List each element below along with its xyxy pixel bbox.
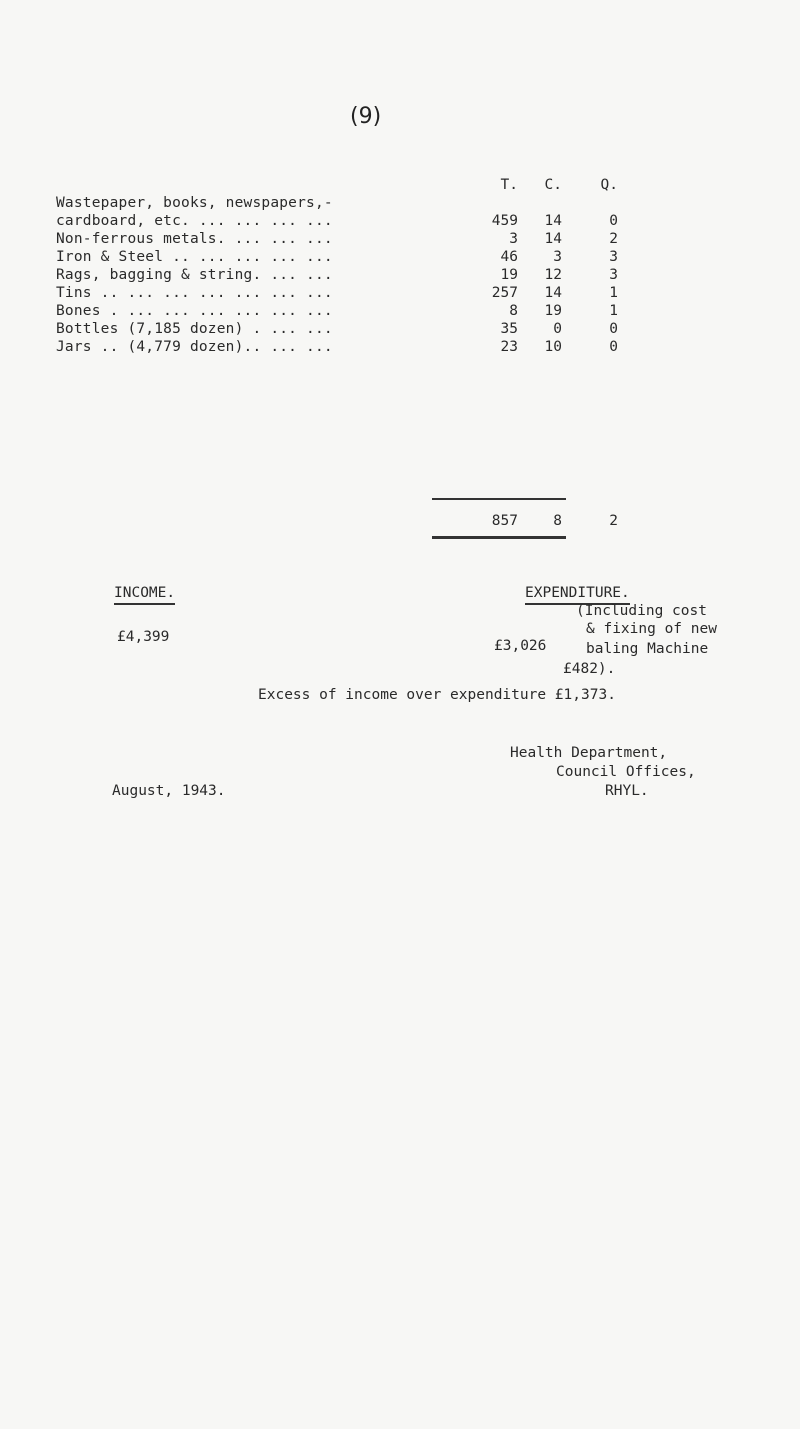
row-cwt: 14 [544,213,562,229]
total-row [50,512,700,530]
table-row [50,248,700,266]
total-rule [432,536,566,539]
table-row [50,266,700,284]
row-label: Rags, bagging & string. ... ... [56,267,333,283]
table-row [50,320,700,338]
address-line: RHYL. [605,783,649,799]
row-qrs: 3 [609,249,618,265]
row-tons: 35 [500,321,518,337]
row-tons: 23 [500,339,518,355]
row-tons: 3 [509,231,518,247]
report-date: August, 1943. [112,783,226,799]
row-qrs: 1 [609,285,618,301]
address-line: Council Offices, [556,764,696,780]
row-label: Wastepaper, books, newspapers,- [56,195,333,211]
row-label: Iron & Steel .. ... ... ... ... [56,249,333,265]
page-number: (9) [350,104,382,129]
table-row [50,302,700,320]
row-cwt: 3 [553,249,562,265]
row-label: Tins .. ... ... ... ... ... ... [56,285,333,301]
table-row [50,338,700,356]
row-qrs: 1 [609,303,618,319]
row-label: cardboard, etc. ... ... ... ... [56,213,333,229]
row-label: Bottles (7,185 dozen) . ... ... [56,321,333,337]
header-qrs: Q. [600,177,618,193]
row-label: Jars .. (4,779 dozen).. ... ... [56,339,333,355]
expenditure-note-line: & fixing of new [586,621,717,637]
row-qrs: 0 [609,213,618,229]
income-heading: INCOME. [114,584,175,605]
expenditure-note-line: (Including cost [576,603,707,619]
row-cwt: 0 [553,321,562,337]
row-cwt: 12 [544,267,562,283]
salvage-table [50,176,700,356]
excess-statement: Excess of income over expenditure £1,373. [258,687,616,703]
expenditure-heading: EXPENDITURE. [525,584,630,605]
table-header-row [50,176,700,194]
total-qrs: 2 [609,513,618,529]
expenditure-note-line: £482). [563,661,616,677]
row-qrs: 0 [609,321,618,337]
row-qrs: 2 [609,231,618,247]
table-row [50,212,700,230]
row-qrs: 0 [609,339,618,355]
header-cwt: C. [544,177,562,193]
header-tons: T. [500,177,518,193]
row-tons: 19 [500,267,518,283]
row-cwt: 10 [544,339,562,355]
total-tons: 857 [491,513,518,529]
row-label: Bones . ... ... ... ... ... ... [56,303,333,319]
expenditure-note-line: baling Machine [586,641,709,657]
row-cwt: 14 [544,231,562,247]
row-tons: 459 [491,213,518,229]
row-tons: 46 [500,249,518,265]
total-cwt: 8 [553,513,562,529]
row-cwt: 14 [544,285,562,301]
expenditure-amount: £3,026 [494,638,547,654]
table-row-intro [50,194,700,212]
subtotal-rule [432,498,566,500]
table-row [50,230,700,248]
table-row [50,284,700,302]
row-qrs: 3 [609,267,618,283]
row-tons: 8 [509,303,518,319]
address-line: Health Department, [510,745,668,761]
income-amount: £4,399 [117,629,170,645]
row-label: Non-ferrous metals. ... ... ... [56,231,333,247]
row-cwt: 19 [544,303,562,319]
row-tons: 257 [491,285,518,301]
